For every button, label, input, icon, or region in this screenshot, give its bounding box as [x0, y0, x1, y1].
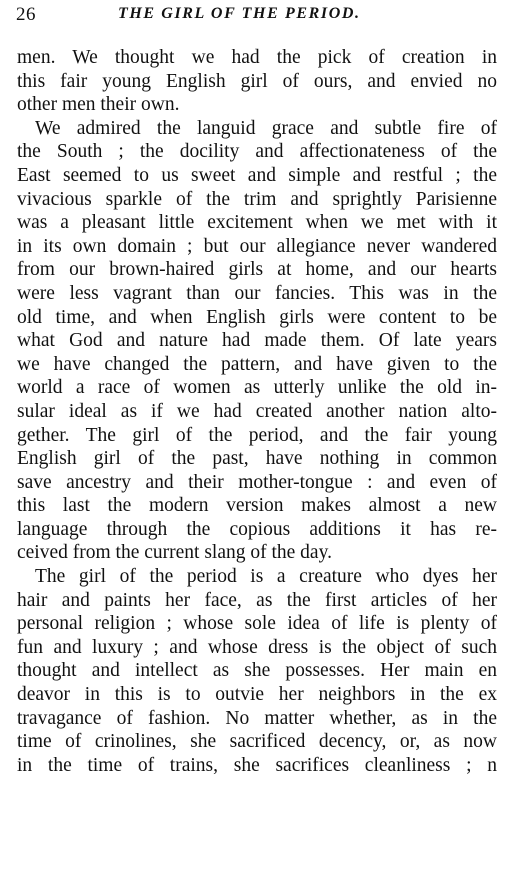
text-line: save ancestry and their mother-tongue : and even of [17, 471, 497, 493]
paragraph-first-line: We admired the languid grace and subtle fire of [35, 117, 497, 139]
text-line: this fair young English girl of ours, and envied no [17, 70, 497, 92]
text-line: what God and nature had made them. Of late years [17, 330, 497, 352]
text-line: in the time of trains, she sacrifices cleanliness ; n [17, 754, 497, 776]
text-line: hair and paints her face, as the first articles of her [17, 589, 497, 611]
text-line: was a pleasant little excitement when we met with it [17, 212, 497, 234]
text-line: were less vagrant than our fancies. This was in the [17, 282, 497, 304]
text-line: gether. The girl of the period, and the fair young [17, 424, 497, 446]
text-line: East seemed to us sweet and simple and restful ; the [17, 164, 497, 186]
running-head: THE GIRL OF THE PERIOD. [118, 5, 361, 22]
text-line: language through the copious additions it has re- [17, 518, 497, 540]
page-header [14, 4, 504, 32]
text-line: the South ; the docility and affectionateness of the [17, 141, 497, 163]
text-line: from our brown-haired girls at home, and our hearts [17, 259, 497, 281]
text-line: we have changed the pattern, and have given to the [17, 353, 497, 375]
text-line: old time, and when English girls were content to be [17, 306, 497, 328]
text-line: time of crinolines, she sacrificed decency, or, as now [17, 731, 497, 753]
text-line: world a race of women as utterly unlike the old in- [17, 377, 497, 399]
text-line: other men their own. [17, 94, 180, 116]
text-line: vivacious sparkle of the trim and sprightly Parisienne [17, 188, 497, 210]
body-text [17, 46, 497, 777]
text-line: this last the modern version makes almost a new [17, 495, 497, 517]
text-line: personal religion ; whose sole idea of life is plenty of [17, 613, 497, 635]
text-line: thought and intellect as she possesses. Her main en [17, 660, 497, 682]
page-number: 26 [16, 4, 36, 25]
paragraph-first-line: The girl of the period is a creature who dyes her [35, 566, 497, 588]
text-line: ceived from the current slang of the day. [17, 542, 332, 564]
text-line: English girl of the past, have nothing in common [17, 448, 497, 470]
text-line: fun and luxury ; and whose dress is the object of such [17, 636, 497, 658]
text-line: deavor in this is to outvie her neighbors in the ex [17, 684, 497, 706]
text-line: men. We thought we had the pick of creation in [17, 47, 497, 68]
text-line: in its own domain ; but our allegiance never wandered [17, 235, 497, 257]
text-line: travagance of fashion. No matter whether, as in the [17, 707, 497, 729]
text-line: sular ideal as if we had created another nation alto- [17, 400, 497, 422]
